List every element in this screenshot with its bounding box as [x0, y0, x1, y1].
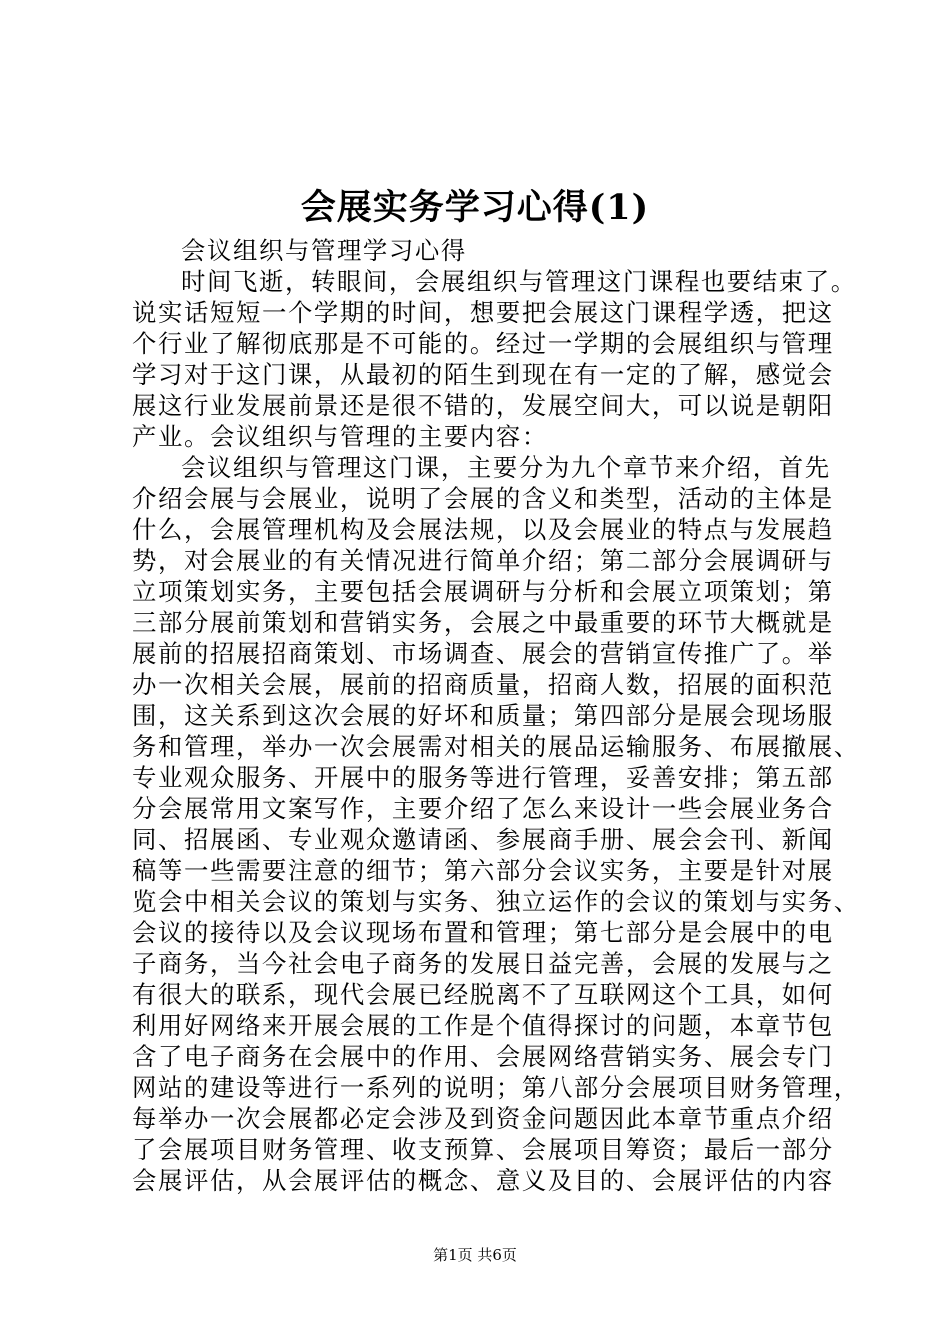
text-line: 稿等一些需要注意的细节；第六部分会议实务，主要是针对展	[132, 856, 834, 885]
text-line: 览会中相关会议的策划与实务、独立运作的会议的策划与实务、	[132, 887, 860, 916]
text-line: 产业。会议组织与管理的主要内容：	[132, 422, 548, 451]
text-line: 个行业了解彻底那是不可能的。经过一学期的会展组织与管理	[132, 329, 834, 358]
text-line: 学习对于这门课，从最初的陌生到现在有一定的了解，感觉会	[132, 360, 834, 389]
text-line: 介绍会展与会展业，说明了会展的含义和类型，活动的主体是	[132, 484, 834, 513]
text-line: 有很大的联系，现代会展已经脱离不了互联网这个工具，如何	[132, 980, 834, 1009]
text-line: 务和管理，举办一次会展需对相关的展品运输服务、布展撤展、	[132, 732, 860, 761]
text-line: 网站的建设等进行一系列的说明；第八部分会展项目财务管理，	[132, 1073, 860, 1102]
text-line: 会展评估，从会展评估的概念、意义及目的、会展评估的内容	[132, 1166, 834, 1195]
text-line: 展前的招展招商策划、市场调查、展会的营销宣传推广了。举	[132, 639, 834, 668]
text-line: 什么，会展管理机构及会展法规，以及会展业的特点与发展趋	[132, 515, 834, 544]
text-line: 会议组织与管理这门课，主要分为九个章节来介绍，首先	[181, 453, 831, 482]
text-line: 会议组织与管理学习心得	[181, 236, 467, 265]
page-title: 会展实务学习心得(1)	[300, 187, 650, 228]
text-line: 含了电子商务在会展中的作用、会展网络营销实务、展会专门	[132, 1042, 834, 1071]
text-line: 专业观众服务、开展中的服务等进行管理，妥善安排；第五部	[132, 763, 834, 792]
text-line: 子商务，当今社会电子商务的发展日益完善，会展的发展与之	[132, 949, 834, 978]
text-line: 时间飞逝，转眼间，会展组织与管理这门课程也要结束了。	[181, 267, 857, 296]
text-line: 办一次相关会展，展前的招商质量，招商人数，招展的面积范	[132, 670, 834, 699]
text-line: 了会展项目财务管理、收支预算、会展项目筹资；最后一部分	[132, 1135, 834, 1164]
text-line: 分会展常用文案写作，主要介绍了怎么来设计一些会展业务合	[132, 794, 834, 823]
text-line: 展这行业发展前景还是很不错的，发展空间大，可以说是朝阳	[132, 391, 834, 420]
text-line: 说实话短短一个学期的时间，想要把会展这门课程学透，把这	[132, 298, 834, 327]
text-line: 同、招展函、专业观众邀请函、参展商手册、展会会刊、新闻	[132, 825, 834, 854]
text-line: 势，对会展业的有关情况进行简单介绍；第二部分会展调研与	[132, 546, 834, 575]
text-line: 围，这关系到这次会展的好坏和质量；第四部分是展会现场服	[132, 701, 834, 730]
text-line: 立项策划实务，主要包括会展调研与分析和会展立项策划；第	[132, 577, 834, 606]
body-text	[132, 235, 860, 1196]
text-line: 三部分展前策划和营销实务，会展之中最重要的环节大概就是	[132, 608, 834, 637]
text-line: 会议的接待以及会议现场布置和管理；第七部分是会展中的电	[132, 918, 834, 947]
text-line: 每举办一次会展都必定会涉及到资金问题因此本章节重点介绍	[132, 1104, 834, 1133]
text-line: 利用好网络来开展会展的工作是个值得探讨的问题，本章节包	[132, 1011, 834, 1040]
page-footer: 第1页 共6页	[433, 1246, 517, 1264]
